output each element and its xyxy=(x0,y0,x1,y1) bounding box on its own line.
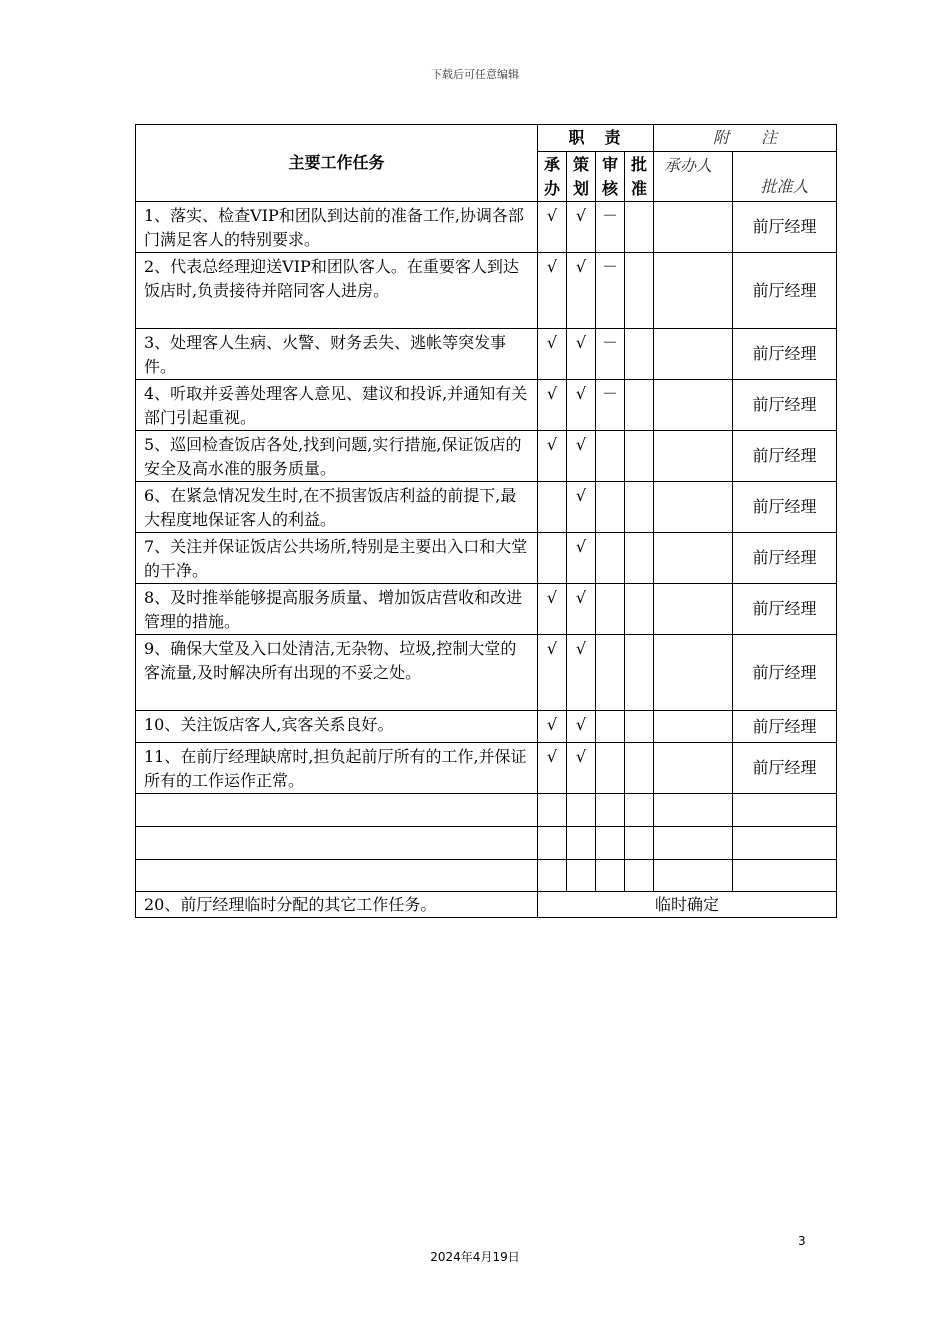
final-row xyxy=(136,892,837,918)
empty-row xyxy=(136,794,837,827)
approver-cell: 前厅经理 xyxy=(733,329,837,380)
approver-cell: 前厅经理 xyxy=(733,533,837,584)
task-text: 3、处理客人生病、火警、财务丢失、逃帐等突发事件。 xyxy=(136,329,538,380)
mark-review xyxy=(596,431,625,482)
approver-cell: 前厅经理 xyxy=(733,743,837,794)
task-text: 11、在前厅经理缺席时,担负起前厅所有的工作,并保证所有的工作运作正常。 xyxy=(136,743,538,794)
page-header: 下载后可任意编辑 xyxy=(431,68,519,81)
task-text: 7、关注并保证饭店公共场所,特别是主要出入口和大堂的干净。 xyxy=(136,533,538,584)
mark-review: － xyxy=(596,202,625,253)
mark-handle: √ xyxy=(538,743,567,794)
table-row xyxy=(136,380,837,431)
table-row xyxy=(136,202,837,253)
task-text: 6、在紧急情况发生时,在不损害饭店利益的前提下,最大程度地保证客人的利益。 xyxy=(136,482,538,533)
main-task-heading: 主要工作任务 xyxy=(136,125,538,202)
empty-row xyxy=(136,860,837,892)
approver-cell: 前厅经理 xyxy=(733,584,837,635)
duty-col-handle: 承办 xyxy=(538,152,567,202)
mark-review xyxy=(596,743,625,794)
mark-plan: √ xyxy=(567,584,596,635)
mark-plan: √ xyxy=(567,711,596,743)
final-task-text: 20、前厅经理临时分配的其它工作任务。 xyxy=(136,892,538,918)
mark-handle: √ xyxy=(538,584,567,635)
table-row xyxy=(136,431,837,482)
handler-cell xyxy=(654,329,733,380)
task-text: 5、巡回检查饭店各处,找到问题,实行措施,保证饭店的安全及高水准的服务质量。 xyxy=(136,431,538,482)
final-note: 临时确定 xyxy=(538,892,837,918)
mark-handle: √ xyxy=(538,711,567,743)
task-text: 4、听取并妥善处理客人意见、建议和投诉,并通知有关部门引起重视。 xyxy=(136,380,538,431)
mark-plan: √ xyxy=(567,329,596,380)
mark-approve xyxy=(625,533,654,584)
handler-cell xyxy=(654,635,733,711)
table-row xyxy=(136,584,837,635)
mark-handle xyxy=(538,533,567,584)
handler-cell xyxy=(654,743,733,794)
duty-col-approve: 批准 xyxy=(625,152,654,202)
mark-approve xyxy=(625,380,654,431)
mark-approve xyxy=(625,202,654,253)
mark-handle: √ xyxy=(538,329,567,380)
mark-handle: √ xyxy=(538,202,567,253)
table-row xyxy=(136,533,837,584)
approver-cell: 前厅经理 xyxy=(733,431,837,482)
note-col-approver: 批准人 xyxy=(733,152,837,202)
duty-table xyxy=(135,124,837,918)
mark-handle xyxy=(538,482,567,533)
mark-review: － xyxy=(596,329,625,380)
approver-cell: 前厅经理 xyxy=(733,380,837,431)
mark-review xyxy=(596,482,625,533)
table-row xyxy=(136,482,837,533)
mark-handle: √ xyxy=(538,635,567,711)
mark-approve xyxy=(625,635,654,711)
mark-plan: √ xyxy=(567,743,596,794)
mark-approve xyxy=(625,482,654,533)
mark-approve xyxy=(625,431,654,482)
note-col-handler: 承办人 xyxy=(654,152,733,202)
note-group-heading: 附 注 xyxy=(654,125,837,152)
approver-cell: 前厅经理 xyxy=(733,253,837,329)
mark-review: － xyxy=(596,253,625,329)
page-date: 2024年4月19日 xyxy=(430,1250,520,1264)
mark-plan: √ xyxy=(567,202,596,253)
table-row xyxy=(136,253,837,329)
handler-cell xyxy=(654,533,733,584)
mark-plan: √ xyxy=(567,482,596,533)
mark-review xyxy=(596,533,625,584)
table-row xyxy=(136,711,837,743)
mark-review xyxy=(596,635,625,711)
duty-col-review: 审核 xyxy=(596,152,625,202)
table-row xyxy=(136,635,837,711)
mark-handle: √ xyxy=(538,253,567,329)
mark-approve xyxy=(625,743,654,794)
mark-handle: √ xyxy=(538,380,567,431)
handler-cell xyxy=(654,202,733,253)
mark-approve xyxy=(625,711,654,743)
handler-cell xyxy=(654,711,733,743)
mark-plan: √ xyxy=(567,533,596,584)
mark-approve xyxy=(625,329,654,380)
task-text: 2、代表总经理迎送VIP和团队客人。在重要客人到达饭店时,负责接待并陪同客人进房。 xyxy=(136,253,538,329)
handler-cell xyxy=(654,584,733,635)
task-text: 9、确保大堂及入口处清洁,无杂物、垃圾,控制大堂的客流量,及时解决所有出现的不妥之处。 xyxy=(136,635,538,711)
mark-approve xyxy=(625,253,654,329)
handler-cell xyxy=(654,380,733,431)
duty-col-plan: 策划 xyxy=(567,152,596,202)
handler-cell xyxy=(654,253,733,329)
mark-plan: √ xyxy=(567,253,596,329)
empty-row xyxy=(136,827,837,860)
task-text: 10、关注饭店客人,宾客关系良好。 xyxy=(136,711,538,743)
mark-review xyxy=(596,711,625,743)
mark-approve xyxy=(625,584,654,635)
approver-cell: 前厅经理 xyxy=(733,635,837,711)
approver-cell: 前厅经理 xyxy=(733,202,837,253)
table-row xyxy=(136,743,837,794)
handler-cell xyxy=(654,431,733,482)
table-row xyxy=(136,329,837,380)
handler-cell xyxy=(654,482,733,533)
approver-cell: 前厅经理 xyxy=(733,711,837,743)
task-text: 8、及时推举能够提高服务质量、增加饭店营收和改进管理的措施。 xyxy=(136,584,538,635)
mark-plan: √ xyxy=(567,380,596,431)
duty-group-heading: 职 责 xyxy=(538,125,654,152)
mark-plan: √ xyxy=(567,635,596,711)
approver-cell: 前厅经理 xyxy=(733,482,837,533)
mark-plan: √ xyxy=(567,431,596,482)
mark-review: － xyxy=(596,380,625,431)
mark-handle: √ xyxy=(538,431,567,482)
page-number: 3 xyxy=(798,1234,806,1248)
mark-review xyxy=(596,584,625,635)
task-text: 1、落实、检查VIP和团队到达前的准备工作,协调各部门满足客人的特别要求。 xyxy=(136,202,538,253)
